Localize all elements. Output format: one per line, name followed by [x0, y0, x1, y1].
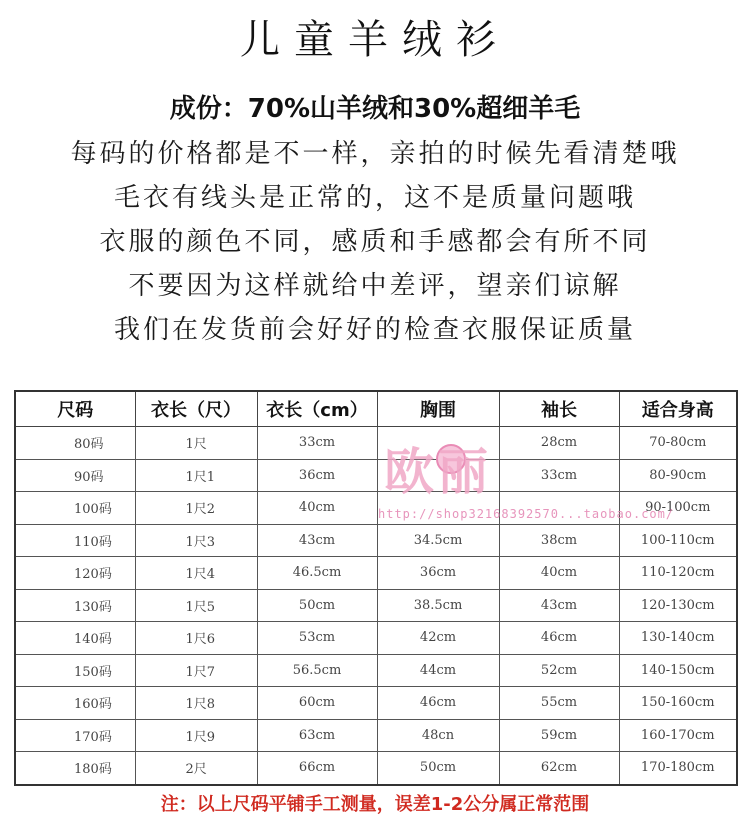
cell-chest: 38.5cm: [377, 589, 499, 622]
cell-length-chi: 1尺1: [135, 459, 257, 492]
note-line: 我们在发货前会好好的检查衣服保证质量: [113, 315, 636, 345]
watermark-logo: 欧丽: [384, 442, 492, 501]
cell-chest: 50cm: [377, 752, 499, 785]
cell-length-cm: 60cm: [257, 687, 377, 720]
cell-height: 90-100cm: [619, 492, 737, 525]
header-chest: 胸围: [377, 391, 499, 427]
cell-height: 130-140cm: [619, 622, 737, 655]
header-length-chi: 衣长（尺）: [135, 391, 257, 427]
cell-chest: 42cm: [377, 622, 499, 655]
cell-height: 140-150cm: [619, 654, 737, 687]
header-height: 适合身高: [619, 391, 737, 427]
note-line: 毛衣有线头是正常的，这不是质量问题哦: [113, 183, 636, 213]
table-row: [15, 719, 737, 752]
cell-size: 160码: [15, 687, 135, 720]
cell-length-cm: 43cm: [257, 524, 377, 557]
cell-sleeve: 28cm: [499, 427, 619, 460]
size-table: [14, 390, 738, 786]
cell-sleeve: 62cm: [499, 752, 619, 785]
cell-sleeve: 46cm: [499, 622, 619, 655]
table-row: [15, 654, 737, 687]
cell-chest: 48cn: [377, 719, 499, 752]
header-sleeve: 袖长: [499, 391, 619, 427]
cell-height: 110-120cm: [619, 557, 737, 590]
cell-height: 160-170cm: [619, 719, 737, 752]
cell-size: 170码: [15, 719, 135, 752]
cell-length-cm: 40cm: [257, 492, 377, 525]
cell-length-chi: 1尺6: [135, 622, 257, 655]
composition-line: 成份：70%山羊绒和30%超细羊毛: [169, 94, 581, 124]
cell-size: 90码: [15, 459, 135, 492]
cell-size: 120码: [15, 557, 135, 590]
cell-sleeve: 43cm: [499, 589, 619, 622]
note-line: 不要因为这样就给中差评，望亲们谅解: [128, 271, 622, 301]
cell-length-chi: 1尺5: [135, 589, 257, 622]
footnote: 注：以上尺码平铺手工测量，误差1-2公分属正常范围: [160, 794, 590, 815]
cell-sleeve: 59cm: [499, 719, 619, 752]
cell-size: 110码: [15, 524, 135, 557]
cell-chest: 44cm: [377, 654, 499, 687]
cell-size: 100码: [15, 492, 135, 525]
table-row: [15, 589, 737, 622]
cell-height: 120-130cm: [619, 589, 737, 622]
size-table-body: [15, 427, 737, 785]
cell-length-chi: 1尺2: [135, 492, 257, 525]
table-row: [15, 459, 737, 492]
cell-sleeve: 52cm: [499, 654, 619, 687]
cell-length-cm: 33cm: [257, 427, 377, 460]
notes-block: [0, 132, 750, 352]
cell-chest: 46cm: [377, 687, 499, 720]
note-line: 衣服的颜色不同，感质和手感都会有所不同: [99, 227, 651, 257]
cell-length-chi: 1尺: [135, 427, 257, 460]
cell-height: 100-110cm: [619, 524, 737, 557]
cell-length-cm: 53cm: [257, 622, 377, 655]
cell-sleeve: 55cm: [499, 687, 619, 720]
cell-length-chi: 1尺3: [135, 524, 257, 557]
page-title: 儿童羊绒衫: [240, 17, 510, 63]
table-header-row: [15, 391, 737, 427]
table-row: [15, 687, 737, 720]
cell-sleeve: 38cm: [499, 524, 619, 557]
table-row: [15, 524, 737, 557]
table-row: [15, 557, 737, 590]
cell-height: 170-180cm: [619, 752, 737, 785]
cell-length-cm: 66cm: [257, 752, 377, 785]
cell-height: 70-80cm: [619, 427, 737, 460]
header-length-cm: 衣长（cm）: [257, 391, 377, 427]
cell-size: 180码: [15, 752, 135, 785]
cell-size: 140码: [15, 622, 135, 655]
cell-sleeve: 33cm: [499, 459, 619, 492]
cell-sleeve: 40cm: [499, 557, 619, 590]
cell-length-cm: 36cm: [257, 459, 377, 492]
cell-size: 80码: [15, 427, 135, 460]
cell-length-chi: 2尺: [135, 752, 257, 785]
cell-length-cm: 63cm: [257, 719, 377, 752]
table-row: [15, 752, 737, 785]
header-size: 尺码: [15, 391, 135, 427]
cell-length-cm: 50cm: [257, 589, 377, 622]
watermark-url: http://shop32168392570...taobao.com/: [378, 507, 675, 521]
note-line: 每码的价格都是不一样，亲拍的时候先看清楚哦: [70, 139, 680, 169]
cell-length-cm: 56.5cm: [257, 654, 377, 687]
cell-size: 150码: [15, 654, 135, 687]
cell-length-chi: 1尺4: [135, 557, 257, 590]
table-row: [15, 427, 737, 460]
cell-height: 150-160cm: [619, 687, 737, 720]
size-table-wrapper: [14, 390, 736, 786]
cell-length-chi: 1尺7: [135, 654, 257, 687]
cell-size: 130码: [15, 589, 135, 622]
cell-height: 80-90cm: [619, 459, 737, 492]
cell-length-cm: 46.5cm: [257, 557, 377, 590]
cell-length-chi: 1尺8: [135, 687, 257, 720]
cell-chest: 34.5cm: [377, 524, 499, 557]
table-row: [15, 622, 737, 655]
cell-chest: 36cm: [377, 557, 499, 590]
cell-length-chi: 1尺9: [135, 719, 257, 752]
